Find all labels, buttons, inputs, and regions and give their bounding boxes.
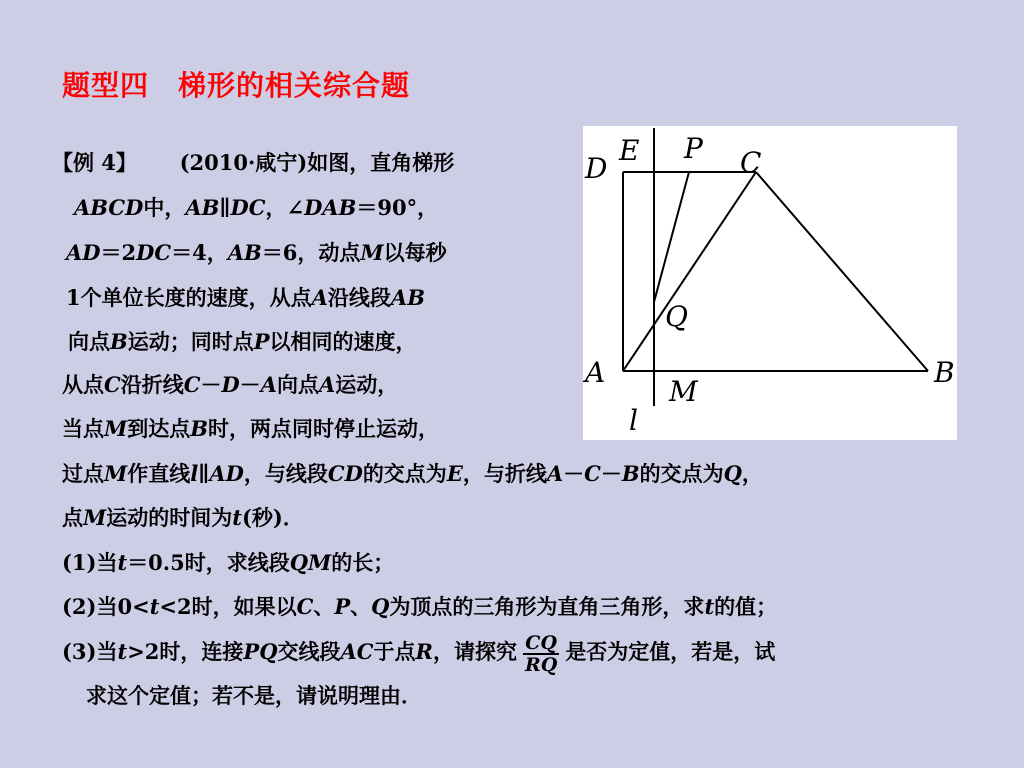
math-var: l	[190, 461, 199, 486]
label-c: C	[740, 146, 762, 179]
text: ，与折线	[462, 461, 547, 486]
text: 时，两点同时停止运动，	[208, 416, 439, 441]
text: ∥	[198, 461, 210, 486]
math-var: A	[311, 285, 328, 310]
math-var: DC	[136, 240, 172, 265]
text: －	[600, 461, 622, 486]
text: －	[200, 372, 222, 397]
math-var: Q	[371, 594, 390, 619]
text: (3)当	[62, 639, 118, 664]
text: 、	[350, 594, 372, 619]
math-var: C	[104, 372, 121, 397]
math-var: AB	[185, 195, 220, 220]
text: ＝0.5时，求线段	[127, 550, 290, 575]
text: 向点	[68, 329, 110, 354]
text: ∥	[219, 195, 231, 220]
math-var: D	[221, 372, 240, 397]
math-var: A	[260, 372, 277, 397]
math-var: A	[546, 461, 564, 486]
problem-text: (2010·咸宁)如图，直角梯形	[179, 150, 455, 175]
math-var: B	[190, 416, 208, 441]
math-var: B	[621, 461, 640, 486]
math-var: P	[253, 329, 270, 354]
math-var: t	[704, 594, 715, 619]
fraction-denominator: RQ	[524, 653, 558, 676]
text: 以相同的速度，	[269, 329, 417, 354]
problem-line-3	[66, 238, 447, 268]
math-var: C	[584, 461, 601, 486]
text: ＝2	[100, 240, 137, 265]
math-var: ABCD	[74, 195, 144, 220]
math-var: M	[104, 416, 128, 441]
text: (秒)．	[241, 505, 304, 530]
math-var: M	[104, 461, 128, 486]
question-3-continued	[86, 681, 422, 711]
problem-line-1	[52, 148, 454, 178]
text: 为顶点的三角形为直角三角形，求	[389, 594, 705, 619]
text: ，与线段	[243, 461, 328, 486]
problem-line-9	[62, 503, 304, 533]
math-var: t	[149, 594, 160, 619]
text: 点	[62, 505, 83, 530]
label-p: P	[684, 132, 703, 165]
math-var: CD	[327, 461, 363, 486]
text: >2时，连接	[127, 639, 244, 664]
label-l: l	[629, 404, 638, 437]
text: (1)当	[62, 550, 118, 575]
math-var: A	[318, 372, 336, 397]
page-title: 题型四 梯形的相关综合题	[62, 69, 411, 102]
math-var: AD	[66, 240, 101, 265]
text: ，请探究	[432, 639, 517, 664]
example-label: 【例 4】	[52, 150, 137, 175]
label-a: A	[585, 356, 606, 389]
text: ＝90°，	[356, 195, 439, 220]
math-var: AC	[340, 639, 374, 664]
math-var: DAB	[304, 195, 357, 220]
math-var: t	[232, 505, 242, 530]
math-var: E	[446, 461, 463, 486]
problem-line-6	[62, 370, 398, 400]
text: 运动，	[335, 372, 399, 397]
text: 的交点为	[362, 461, 447, 486]
text: ＝6，动点	[261, 240, 361, 265]
label-m: M	[669, 375, 698, 408]
text: ，	[741, 461, 763, 486]
text: (2)当0<	[62, 594, 150, 619]
math-var: M	[83, 505, 107, 530]
label-q: Q	[665, 300, 688, 333]
text: 运动；同时点	[127, 329, 254, 354]
text: 过点	[62, 461, 104, 486]
question-3	[62, 630, 775, 675]
text: 、	[313, 594, 335, 619]
text: 的交点为	[639, 461, 724, 486]
math-var: B	[110, 329, 128, 354]
text: －	[563, 461, 585, 486]
text: 是否为定值，若是，试	[565, 639, 776, 664]
text: 沿折线	[120, 372, 184, 397]
math-var: AB	[227, 240, 262, 265]
math-var: AD	[209, 461, 244, 486]
math-var: Q	[723, 461, 742, 486]
text: <2时，如果以	[159, 594, 297, 619]
problem-line-4	[66, 283, 425, 313]
math-var: C	[296, 594, 314, 619]
question-2	[62, 592, 777, 622]
text: ，∠	[265, 195, 305, 220]
text: ＝4，	[171, 240, 228, 265]
text: 1个单位长度的速度，从点	[66, 285, 312, 310]
segment-pq	[654, 172, 689, 302]
math-var: t	[117, 550, 128, 575]
text: 当点	[62, 416, 104, 441]
text: 交线段	[277, 639, 341, 664]
trapezoid-figure	[583, 126, 957, 440]
text: 的长；	[331, 550, 395, 575]
problem-line-8	[62, 459, 763, 489]
math-var: P	[334, 594, 351, 619]
text: 作直线	[127, 461, 191, 486]
text: 向点	[276, 372, 319, 397]
text: 沿线段	[327, 285, 391, 310]
problem-line-2	[74, 193, 438, 223]
text: 运动的时间为	[106, 505, 233, 530]
label-e: E	[619, 134, 640, 167]
fraction-cq-over-rq	[523, 633, 559, 675]
math-var: AB	[390, 285, 425, 310]
text: 中，	[143, 195, 186, 220]
text: 以每秒	[383, 240, 447, 265]
text: 到达点	[127, 416, 191, 441]
segment-cb	[756, 172, 928, 371]
question-1	[62, 548, 394, 578]
segment-ac	[623, 172, 756, 371]
math-var: DC	[230, 195, 266, 220]
fraction-numerator: CQ	[523, 633, 559, 655]
math-var: R	[415, 639, 433, 664]
text: 从点	[62, 372, 104, 397]
label-b: B	[934, 356, 955, 389]
text: 于点	[373, 639, 416, 664]
math-var: t	[117, 639, 128, 664]
trapezoid-diagram	[583, 126, 957, 440]
math-var: QM	[289, 550, 332, 575]
problem-line-5	[68, 327, 417, 357]
math-var: C	[183, 372, 201, 397]
text: 求这个定值；若不是，请说明理由．	[86, 683, 422, 708]
label-d: D	[585, 152, 608, 185]
text: －	[239, 372, 261, 397]
problem-line-7	[62, 414, 439, 444]
math-var: M	[360, 240, 384, 265]
math-var: PQ	[243, 639, 278, 664]
text: 的值；	[714, 594, 778, 619]
